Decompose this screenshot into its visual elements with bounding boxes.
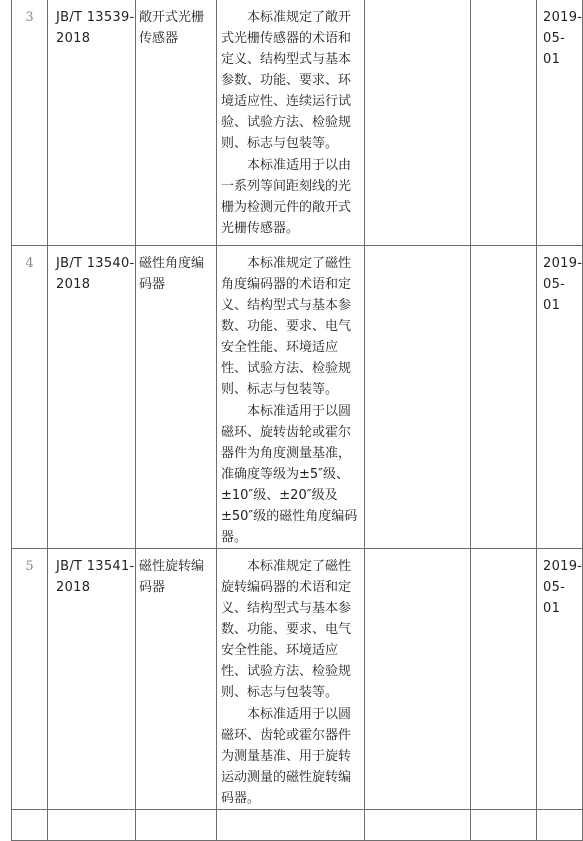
standard-description bbox=[217, 549, 365, 810]
standard-code: JB/T 13540-2018 bbox=[48, 246, 136, 549]
implementation-date: 2019-05-01 bbox=[537, 549, 583, 810]
description-paragraph: 本标准适用于以圆磁环、旋转齿轮或霍尔器件为角度测量基准，准确度等级为±5″级、±10″级、±20″级及±50″级的磁性角度编码器。 bbox=[221, 404, 358, 545]
standard-code: JB/T 13541-2018 bbox=[48, 549, 136, 810]
empty-cell bbox=[48, 810, 136, 841]
standard-code: JB/T 13539-2018 bbox=[48, 0, 136, 246]
table-row bbox=[12, 0, 583, 246]
implementation-date: 2019-05-01 bbox=[537, 0, 583, 246]
empty-cell bbox=[217, 810, 365, 841]
empty-cell bbox=[471, 246, 537, 549]
description-paragraph: 本标准规定了磁性角度编码器的术语和定义、结构型式与基本参数、功能、要求、电气安全性能、环境适应性、试验方法、检验规则、标志与包装等。 bbox=[221, 256, 352, 397]
standards-table bbox=[11, 0, 583, 841]
description-paragraph: 本标准规定了敞开式光栅传感器的术语和定义、结构型式与基本参数、功能、要求、环境适应性、连续运行试验、试验方法、检验规则、标志与包装等。 bbox=[221, 10, 352, 151]
implementation-date: 2019-05-01 bbox=[537, 246, 583, 549]
empty-cell bbox=[12, 810, 48, 841]
standard-name: 敞开式光栅传感器 bbox=[136, 0, 217, 246]
standard-name: 磁性角度编码器 bbox=[136, 246, 217, 549]
empty-cell bbox=[136, 810, 217, 841]
empty-cell bbox=[365, 0, 471, 246]
standard-description bbox=[217, 0, 365, 246]
standard-name: 磁性旋转编码器 bbox=[136, 549, 217, 810]
row-number: 4 bbox=[12, 246, 48, 549]
description-paragraph: 本标准规定了磁性旋转编码器的术语和定义、结构型式与基本参数、功能、要求、电气安全性能、环境适应性、试验方法、检验规则、标志与包装等。 bbox=[221, 559, 352, 700]
empty-cell bbox=[365, 549, 471, 810]
table-row bbox=[12, 549, 583, 810]
standard-description bbox=[217, 246, 365, 549]
empty-cell bbox=[471, 0, 537, 246]
table-row bbox=[12, 246, 583, 549]
empty-cell bbox=[537, 810, 583, 841]
empty-cell bbox=[365, 810, 471, 841]
empty-cell bbox=[471, 549, 537, 810]
description-paragraph: 本标准适用于以圆磁环、齿轮或霍尔器件为测量基准、用于旋转运动测量的磁性旋转编码器。 bbox=[221, 707, 352, 806]
empty-cell bbox=[471, 810, 537, 841]
description-paragraph: 本标准适用于以由一系列等间距刻线的光栅为检测元件的敞开式光栅传感器。 bbox=[221, 158, 352, 236]
row-number: 3 bbox=[12, 0, 48, 246]
table-row bbox=[12, 810, 583, 841]
row-number: 5 bbox=[12, 549, 48, 810]
empty-cell bbox=[365, 246, 471, 549]
